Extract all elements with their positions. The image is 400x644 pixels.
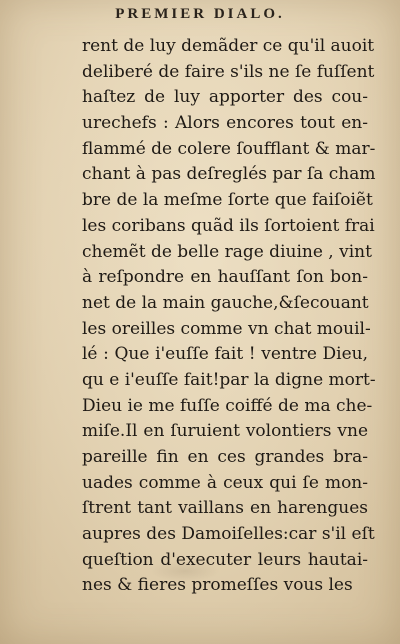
text-line: lé : Que i'euſſe fait ! ventre Dieu,	[82, 344, 368, 365]
text-line: bre de la meſme ſorte que faiſoiẽt	[82, 190, 373, 211]
text-line: qu e i'euſſe fait!par la digne mort-	[82, 369, 376, 390]
text-line: pareille fin en ces grandes bra-	[82, 447, 368, 467]
text-line: miſe.Il en ſuruient volontiers vne	[82, 421, 368, 442]
text-line: chant à pas deſreglés par ſa cham	[82, 164, 376, 185]
text-line: deliberé de faire s'ils ne ſe fuſſent	[82, 61, 375, 82]
text-line: net de la main gauche,&ſecouant	[82, 292, 369, 313]
text-line: flammé de colere ſoufflant & mar-	[82, 138, 376, 159]
running-head: PREMIER DIALO.	[115, 6, 285, 22]
text-line: aupres des Damoiſelles:car s'il eſt	[82, 524, 375, 545]
text-line: rent de luy demãder ce qu'il auoit	[82, 36, 375, 56]
text-line: les coribans quãd ils ſortoient frai	[82, 215, 375, 236]
text-line: urechefs : Alors encores tout en-	[82, 113, 368, 134]
text-line: uades comme à ceux qui ſe mon-	[82, 472, 368, 493]
text-line: ſtrent tant vaillans en harengues	[82, 498, 368, 519]
text-line: chemẽt de belle rage diuine , vint	[82, 241, 372, 262]
show-through-stain	[150, 560, 220, 582]
text-line: les oreilles comme vn chat mouil-	[82, 318, 371, 339]
text-line: Dieu ie me fuſſe coiffé de ma che-	[82, 395, 373, 416]
text-line: nes & fieres promeſſes vous les	[82, 575, 353, 596]
text-line: queſtion d'executer leurs hautai-	[82, 549, 368, 570]
text-line: à reſpondre en hauſſant ſon bon-	[82, 267, 368, 288]
text-block	[82, 34, 376, 599]
text-line: haſtez de luy apporter des cou-	[82, 87, 368, 108]
